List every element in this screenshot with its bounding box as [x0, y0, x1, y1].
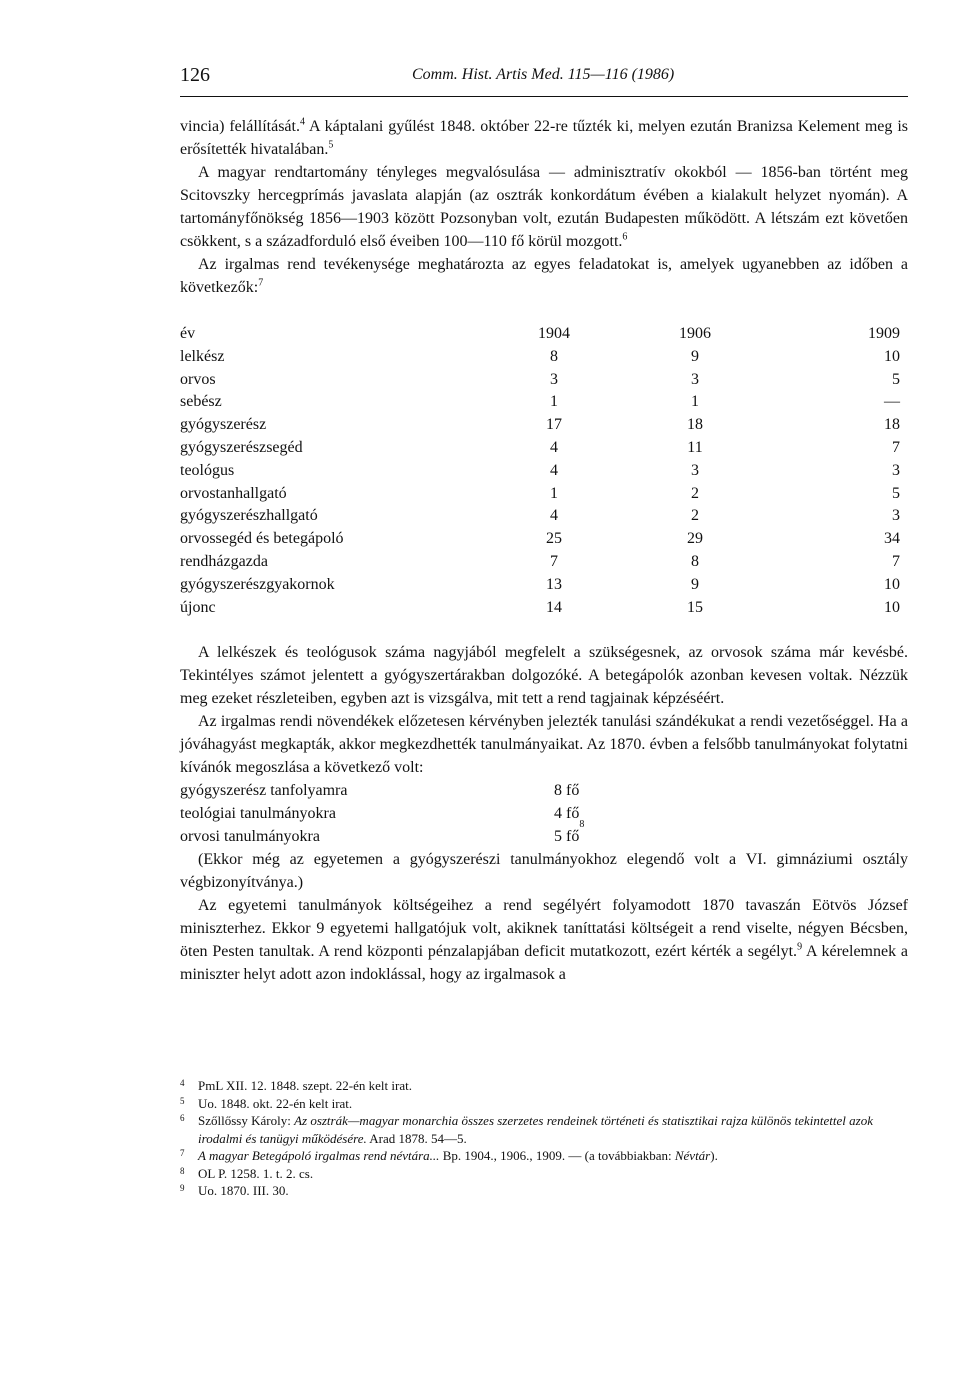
paragraph-7: Az egyetemi tanulmányok költségeihez a rend segélyért folyamodott 1870 tavaszán Eötvös József miniszterhez. Ekkor 9 egyetemi hallgatójuk volt, akiknek taníttatási költségeit a rend viselte, négyen Bécsben, öten Pesten tanultak. A rend központi pénzalapjában deficit mutatkozott, ezért kérték a segélyt.$^9$ A kérelemnek a miniszter helyt adott azon indoklással, hogy az irgalmasok a [180, 897, 909, 984]
footnote-text: Uo. 1870. III. 30. [198, 1183, 289, 1198]
footnote-title: A magyar Betegápoló irgalmas rend névtára... [198, 1148, 440, 1163]
cell-value: 34 [884, 530, 900, 548]
spacer [582, 323, 667, 346]
footnote-ref: 8 [579, 819, 585, 831]
cell-value: 2 [691, 484, 699, 502]
cell-value: 7 [892, 552, 900, 570]
cell-value: 1909 [868, 325, 900, 342]
cell-value: 8 [691, 552, 699, 570]
row-label: gyógyszerészsegéd [180, 438, 303, 456]
cell-value: 3 [892, 461, 900, 479]
study-label: gyógyszerész tanfolyamra [180, 782, 348, 800]
table-row [180, 391, 908, 414]
table-row [180, 597, 908, 620]
body-text [180, 115, 908, 986]
paragraph-3: Az irgalmas rend tevékenysége meghatározta az egyes feladatokat is, amelyek ugyanebben az időben a következők:$^7$ [180, 256, 908, 296]
cell-value: 4 [550, 507, 558, 525]
cell-value: 1 [550, 393, 558, 411]
table-row [180, 369, 908, 392]
paragraph-2: A magyar rendtartomány tényleges megvalósulása — adminisztratív okokból — 1856-ban történt meg Scitovszky hercegprímás javaslata alapján (az osztrák konkordátum évében a kialakult helyzet nyomán). A tartományfőnökség 1856—1903 között Pozsonyban volt, ezután Budapesten működött. A létszám ezt követően csökkent, s a századforduló első éveiben 100—110 fő körül mozgott.$^6$ [180, 164, 908, 250]
cell-value: 17 [546, 416, 562, 434]
cell-value: 15 [687, 598, 703, 616]
footnote [180, 1112, 908, 1147]
page [180, 60, 908, 986]
footnote-text: Uo. 1848. okt. 22-én kelt irat. [198, 1095, 353, 1111]
row-label: gyógyszerészgyakornok [180, 575, 335, 593]
table-row [180, 528, 908, 551]
cell-value: 1 [550, 484, 558, 502]
footnote [180, 1095, 908, 1113]
row-label: orvostanhallgató [180, 484, 287, 502]
cell-value: 9 [691, 347, 699, 365]
footnote-text: ). [710, 1148, 718, 1163]
table-row [180, 551, 908, 574]
footnote-text: PmL XII. 12. 1848. szept. 22-én kelt irat. [198, 1078, 412, 1093]
cell-value: 1 [691, 393, 699, 411]
table-row [180, 505, 908, 528]
cell-value: 11 [687, 438, 703, 456]
cell-value: 13 [546, 575, 562, 593]
footnote-text: Bp. 1904., 1906., 1909. — (a továbbiakban: [439, 1148, 675, 1163]
page-number: 126 [180, 64, 210, 86]
spacer [582, 460, 667, 483]
spacer [582, 483, 667, 506]
row-label: rendházgazda [180, 552, 268, 570]
cell-value: 1906 [679, 325, 711, 342]
cell-value: 10 [884, 598, 900, 616]
cell-value: 7 [892, 438, 900, 456]
table-row [180, 414, 908, 437]
cell-value: 25 [546, 530, 562, 548]
footnote [180, 1077, 908, 1095]
row-label: sebész [180, 393, 222, 411]
footnote-ref: 9 [797, 942, 803, 954]
cell-value: 18 [884, 416, 900, 434]
footnote-number: 5 [180, 1095, 185, 1106]
paragraph-1: vincia) felállítását.$^4$ A káptalani gyűlést 1848. október 22-re tűzték ki, melyen ezután Branizsa Kelement meg is erősítették hivatalában.$^5$ [180, 116, 908, 158]
row-label: lelkész [180, 347, 225, 365]
footnote-number: 8 [180, 1165, 185, 1176]
spacer [582, 437, 667, 460]
cell-value: 5 [892, 484, 900, 502]
footnote-text: Arad 1878. 54—5. [366, 1130, 467, 1146]
table-row [180, 437, 908, 460]
cell-value: 3 [892, 507, 900, 525]
paragraph-6: (Ekkor még az egyetemen a gyógyszerészi tanulmányokhoz elegendő volt a VI. gimnáziumi osztály végbizonyítványa.) [180, 851, 908, 892]
spacer [582, 346, 667, 369]
table-header-row [180, 323, 908, 346]
table-row [180, 574, 908, 597]
row-label: év [180, 325, 196, 342]
spacer [582, 414, 667, 437]
footnote-number: 6 [180, 1113, 185, 1123]
footnotes [180, 1077, 908, 1200]
footnote-number: 4 [180, 1078, 185, 1088]
study-value: 4 fő [554, 805, 580, 823]
spacer [582, 597, 667, 620]
list-item [180, 779, 908, 802]
footnote-text: OL P. 1258. 1. t. 2. cs. [198, 1165, 314, 1181]
row-label: gyógyszerészhallgató [180, 507, 318, 525]
spacer [582, 574, 667, 597]
list-item [180, 819, 908, 848]
cell-value: 9 [691, 575, 699, 593]
footnote-ref: 4 [299, 116, 305, 128]
running-title: Comm. Hist. Artis Med. 115—116 (1986) [412, 66, 675, 83]
page-header [180, 60, 908, 97]
study-value: 8 fő [554, 782, 580, 800]
footnote-ref: 5 [328, 139, 334, 151]
paragraph-4: A lelkészek és teológusok száma nagyjából megfelelt a szükségesnek, az orvosok száma már kevésbé. Tekintélyes számot jelentett a gyógyszertárakban dolgozóké. A betegápolók azonban kevesen voltak. Nézzük meg ezeket részleteiben, egyben azt is vizsgálva, mit tett a rend tagjainak képzéséért. [180, 644, 908, 708]
cell-value: 29 [687, 530, 703, 548]
paragraph-5: Az irgalmas rendi növendékek előzetesen kérvényben jelezték tanulási szándékukat a rendi vezetőséggel. Ha a jóváhagyást megkapták, akkor megkezdhették tanulmányaikat. Az 1870. évben a felsőbb tanulmányokat folytatni kívánók megoszlása a következő volt: [180, 713, 908, 777]
footnote-number: 9 [180, 1183, 185, 1193]
row-label: újonc [180, 598, 216, 616]
cell-value: 3 [691, 461, 699, 479]
spacer [582, 505, 667, 528]
footnote-number: 7 [180, 1148, 185, 1158]
table-row [180, 483, 908, 506]
spacer [582, 369, 667, 392]
cell-value: 14 [546, 598, 562, 616]
footnote-ref: 6 [622, 231, 628, 243]
spacer [582, 528, 667, 551]
study-label: orvosi tanulmányokra [180, 828, 320, 846]
study-table [180, 779, 908, 848]
footnote [180, 1147, 908, 1165]
cell-value: 10 [884, 347, 900, 365]
cell-value: 5 [892, 370, 900, 388]
cell-value: 10 [884, 575, 900, 593]
footnote [180, 1165, 908, 1183]
footnote-title: Az osztrák—magyar monarchia összes szerzetes rendeinek történeti és statisztikai rajza különös tekintettel azok irodalmi és tanügyi működésére. [198, 1113, 873, 1146]
cell-value: 2 [691, 507, 699, 525]
footnote [180, 1182, 908, 1200]
cell-value: 1904 [538, 325, 570, 342]
cell-value: 18 [687, 416, 703, 434]
cell-value: 3 [691, 370, 699, 388]
study-value: 5 fő [554, 828, 580, 846]
row-label: teológus [180, 461, 235, 479]
cell-value: 4 [550, 461, 558, 479]
cell-value: 8 [550, 347, 558, 365]
spacer [582, 551, 667, 574]
staff-table [180, 323, 908, 619]
cell-value: 3 [550, 370, 558, 388]
cell-value: 7 [550, 552, 558, 570]
footnote-ref: 7 [258, 277, 264, 289]
row-label: orvos [180, 370, 216, 388]
study-label: teológiai tanulmányokra [180, 805, 336, 823]
table-row [180, 460, 908, 483]
cell-value: — [884, 393, 900, 411]
cell-value: 4 [550, 438, 558, 456]
row-label: orvossegéd és betegápoló [180, 530, 344, 548]
footnote-text: Szőllőssy Károly: [198, 1113, 295, 1128]
table-row [180, 346, 908, 369]
spacer [582, 391, 667, 414]
footnote-title: Névtár [674, 1148, 711, 1163]
list-item [180, 802, 908, 825]
row-label: gyógyszerész [180, 416, 267, 434]
